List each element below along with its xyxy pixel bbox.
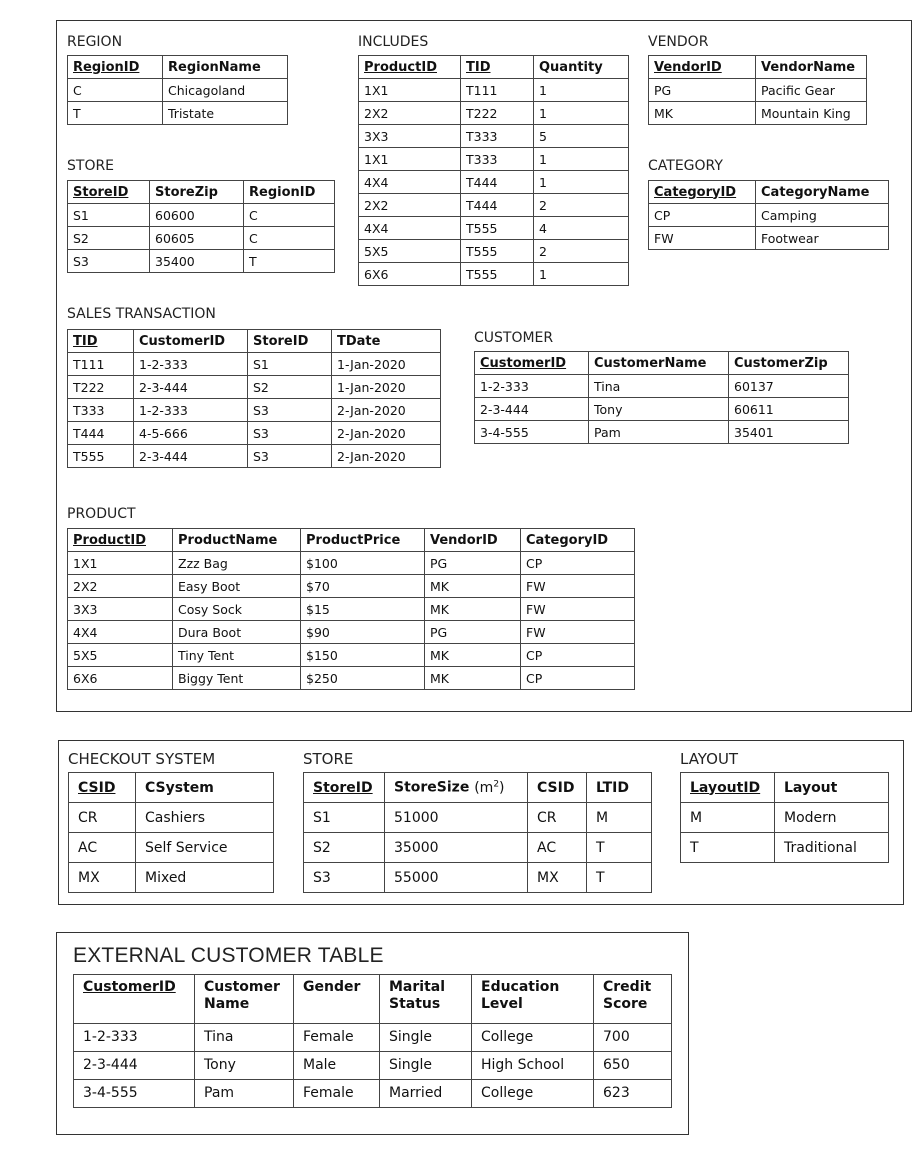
table-cell: Tristate bbox=[163, 102, 288, 125]
table-cell: T555 bbox=[461, 263, 534, 286]
sales-transaction-table bbox=[67, 329, 441, 468]
includes-title: INCLUDES bbox=[358, 34, 429, 50]
table-cell: S2 bbox=[248, 376, 332, 399]
table-row bbox=[74, 1052, 672, 1080]
column-header: ProductName bbox=[173, 529, 301, 552]
table-cell: 4X4 bbox=[359, 171, 461, 194]
column-header: ProductID bbox=[359, 56, 461, 79]
table-cell: S1 bbox=[304, 803, 385, 833]
table-cell: C bbox=[244, 227, 335, 250]
table-header-row bbox=[68, 529, 635, 552]
column-header: VendorID bbox=[425, 529, 521, 552]
unit-close: ) bbox=[499, 779, 505, 796]
sales-transaction-title: SALES TRANSACTION bbox=[67, 306, 216, 322]
table-cell: 3X3 bbox=[68, 598, 173, 621]
table-cell: MK bbox=[425, 598, 521, 621]
table-cell: AC bbox=[528, 833, 587, 863]
table-cell: 3-4-555 bbox=[74, 1080, 195, 1108]
table-row bbox=[359, 217, 629, 240]
table-row bbox=[359, 79, 629, 102]
table-cell: 1 bbox=[534, 263, 629, 286]
table-row bbox=[649, 204, 889, 227]
table-cell: 60600 bbox=[150, 204, 244, 227]
table-header-row bbox=[68, 181, 335, 204]
table-cell: 5X5 bbox=[359, 240, 461, 263]
category-title: CATEGORY bbox=[648, 158, 723, 174]
table-cell: 1-2-333 bbox=[134, 353, 248, 376]
table-cell: PG bbox=[425, 552, 521, 575]
table-cell: FW bbox=[521, 621, 635, 644]
table-cell: 2-3-444 bbox=[74, 1052, 195, 1080]
table-cell: Mountain King bbox=[756, 102, 867, 125]
table-cell: T555 bbox=[461, 240, 534, 263]
table-cell: S3 bbox=[248, 422, 332, 445]
table-row bbox=[475, 375, 849, 398]
table-row bbox=[68, 552, 635, 575]
table-cell: Pam bbox=[589, 421, 729, 444]
table-cell: 2-3-444 bbox=[134, 376, 248, 399]
table-cell: Tina bbox=[195, 1024, 294, 1052]
column-header: StoreID bbox=[68, 181, 150, 204]
column-header bbox=[385, 773, 528, 803]
table-cell: 1-2-333 bbox=[475, 375, 589, 398]
store-title: STORE bbox=[67, 158, 115, 174]
table-row bbox=[68, 102, 288, 125]
column-header: CustomerID bbox=[74, 975, 195, 1024]
table-cell: Modern bbox=[775, 803, 889, 833]
column-header: VendorID bbox=[649, 56, 756, 79]
table-cell: Married bbox=[380, 1080, 472, 1108]
table-cell: 2-Jan-2020 bbox=[332, 399, 441, 422]
table-cell: $250 bbox=[301, 667, 425, 690]
table-cell: 2-3-444 bbox=[475, 398, 589, 421]
column-header: TID bbox=[461, 56, 534, 79]
table-cell: Footwear bbox=[756, 227, 889, 250]
table-cell: FW bbox=[521, 575, 635, 598]
table-cell: 1-2-333 bbox=[134, 399, 248, 422]
category-table bbox=[648, 180, 889, 250]
table-cell: $90 bbox=[301, 621, 425, 644]
table-cell: T444 bbox=[461, 171, 534, 194]
table-cell: 1 bbox=[534, 171, 629, 194]
table-cell: T222 bbox=[461, 102, 534, 125]
table-cell: 1-Jan-2020 bbox=[332, 376, 441, 399]
table-cell: 51000 bbox=[385, 803, 528, 833]
product-title: PRODUCT bbox=[67, 506, 136, 522]
column-header: RegionID bbox=[244, 181, 335, 204]
table-cell: 4X4 bbox=[68, 621, 173, 644]
table-cell: 60137 bbox=[729, 375, 849, 398]
table-header-row bbox=[304, 773, 652, 803]
table-row bbox=[359, 148, 629, 171]
table-cell: S3 bbox=[304, 863, 385, 893]
table-cell: Cosy Sock bbox=[173, 598, 301, 621]
table-cell: PG bbox=[649, 79, 756, 102]
table-cell: $70 bbox=[301, 575, 425, 598]
unit-open: (m bbox=[474, 779, 494, 796]
table-cell: C bbox=[68, 79, 163, 102]
table-cell: T444 bbox=[461, 194, 534, 217]
table-cell: 623 bbox=[594, 1080, 672, 1108]
table-cell: 35400 bbox=[150, 250, 244, 273]
column-header: CustomerID bbox=[134, 330, 248, 353]
table-cell: 2X2 bbox=[359, 194, 461, 217]
table-cell: AC bbox=[69, 833, 136, 863]
table-cell: S3 bbox=[248, 445, 332, 468]
column-header: ProductID bbox=[68, 529, 173, 552]
table-row bbox=[69, 803, 274, 833]
table-row bbox=[68, 445, 441, 468]
table-cell: 3X3 bbox=[359, 125, 461, 148]
table-cell: 4-5-666 bbox=[134, 422, 248, 445]
table-row bbox=[68, 644, 635, 667]
table-cell: $150 bbox=[301, 644, 425, 667]
table-row bbox=[304, 803, 652, 833]
table-cell: Female bbox=[294, 1024, 380, 1052]
external-customer-table bbox=[73, 974, 672, 1108]
table-row bbox=[68, 204, 335, 227]
table-cell: T333 bbox=[461, 148, 534, 171]
table-row bbox=[304, 863, 652, 893]
column-header: ProductPrice bbox=[301, 529, 425, 552]
table-cell: 1 bbox=[534, 79, 629, 102]
table-row bbox=[649, 102, 867, 125]
column-header: CSystem bbox=[136, 773, 274, 803]
table-cell: CP bbox=[521, 667, 635, 690]
unit-exponent: 2 bbox=[493, 779, 500, 790]
column-header: CategoryID bbox=[649, 181, 756, 204]
table-cell: $15 bbox=[301, 598, 425, 621]
table-cell: 6X6 bbox=[68, 667, 173, 690]
table-cell: 60605 bbox=[150, 227, 244, 250]
table-cell: S3 bbox=[248, 399, 332, 422]
table-cell: 35401 bbox=[729, 421, 849, 444]
customer-table bbox=[474, 351, 849, 444]
table-row bbox=[649, 227, 889, 250]
table-header-row bbox=[649, 56, 867, 79]
table-cell: College bbox=[472, 1080, 594, 1108]
table-cell: Single bbox=[380, 1052, 472, 1080]
table-header-row bbox=[475, 352, 849, 375]
table-header-row bbox=[69, 773, 274, 803]
table-cell: Camping bbox=[756, 204, 889, 227]
column-header: Quantity bbox=[534, 56, 629, 79]
table-row bbox=[475, 421, 849, 444]
region-table bbox=[67, 55, 288, 125]
table-cell: 2-3-444 bbox=[134, 445, 248, 468]
table-cell: T222 bbox=[68, 376, 134, 399]
table-cell: 1X1 bbox=[359, 79, 461, 102]
column-header: CategoryID bbox=[521, 529, 635, 552]
layout-table bbox=[680, 772, 889, 863]
table-row bbox=[359, 171, 629, 194]
table-cell: T bbox=[681, 833, 775, 863]
table-cell: CP bbox=[521, 552, 635, 575]
column-header: TID bbox=[68, 330, 134, 353]
column-header: CustomerZip bbox=[729, 352, 849, 375]
column-header: VendorName bbox=[756, 56, 867, 79]
table-cell: Tiny Tent bbox=[173, 644, 301, 667]
table-cell: Single bbox=[380, 1024, 472, 1052]
table-header-row bbox=[68, 56, 288, 79]
table-cell: Pam bbox=[195, 1080, 294, 1108]
table-cell: 2X2 bbox=[359, 102, 461, 125]
column-header: CSID bbox=[528, 773, 587, 803]
unit-label bbox=[474, 780, 504, 796]
table-cell: MK bbox=[649, 102, 756, 125]
table-header-row bbox=[359, 56, 629, 79]
table-cell: 55000 bbox=[385, 863, 528, 893]
table-cell: 35000 bbox=[385, 833, 528, 863]
table-cell: S1 bbox=[248, 353, 332, 376]
column-header: CustomerID bbox=[475, 352, 589, 375]
table-cell: 6X6 bbox=[359, 263, 461, 286]
table-cell: S3 bbox=[68, 250, 150, 273]
table-row bbox=[649, 79, 867, 102]
column-header: LTID bbox=[587, 773, 652, 803]
table-row bbox=[68, 598, 635, 621]
table-cell: 2 bbox=[534, 240, 629, 263]
table-cell: T bbox=[587, 833, 652, 863]
table-cell: 3-4-555 bbox=[475, 421, 589, 444]
table-cell: 2-Jan-2020 bbox=[332, 445, 441, 468]
table-cell: 1X1 bbox=[68, 552, 173, 575]
table-cell: High School bbox=[472, 1052, 594, 1080]
store-size-table bbox=[303, 772, 652, 893]
table-cell: S2 bbox=[304, 833, 385, 863]
table-cell: Zzz Bag bbox=[173, 552, 301, 575]
table-cell: M bbox=[681, 803, 775, 833]
column-header: Gender bbox=[294, 975, 380, 1024]
table-row bbox=[304, 833, 652, 863]
vendor-title: VENDOR bbox=[648, 34, 709, 50]
table-cell: M bbox=[587, 803, 652, 833]
table-cell: CP bbox=[649, 204, 756, 227]
table-cell: CR bbox=[69, 803, 136, 833]
table-cell: PG bbox=[425, 621, 521, 644]
table-row bbox=[359, 263, 629, 286]
table-row bbox=[359, 102, 629, 125]
table-cell: FW bbox=[521, 598, 635, 621]
column-header: Marital Status bbox=[380, 975, 472, 1024]
table-cell: MX bbox=[528, 863, 587, 893]
table-cell: 1-Jan-2020 bbox=[332, 353, 441, 376]
table-cell: Tina bbox=[589, 375, 729, 398]
table-row bbox=[68, 376, 441, 399]
column-header: Layout bbox=[775, 773, 889, 803]
column-header: Credit Score bbox=[594, 975, 672, 1024]
table-row bbox=[68, 227, 335, 250]
table-row bbox=[681, 833, 889, 863]
includes-table bbox=[358, 55, 629, 286]
table-cell: 60611 bbox=[729, 398, 849, 421]
table-cell: Chicagoland bbox=[163, 79, 288, 102]
checkout-system-table bbox=[68, 772, 274, 893]
table-row bbox=[74, 1080, 672, 1108]
table-cell: 1 bbox=[534, 102, 629, 125]
table-cell: College bbox=[472, 1024, 594, 1052]
column-header: CSID bbox=[69, 773, 136, 803]
table-cell: Cashiers bbox=[136, 803, 274, 833]
table-row bbox=[68, 353, 441, 376]
table-row bbox=[68, 575, 635, 598]
table-row bbox=[69, 863, 274, 893]
table-row bbox=[359, 125, 629, 148]
table-cell: 5X5 bbox=[68, 644, 173, 667]
table-row bbox=[68, 667, 635, 690]
table-cell: 4X4 bbox=[359, 217, 461, 240]
product-table bbox=[67, 528, 635, 690]
column-header: StoreZip bbox=[150, 181, 244, 204]
table-cell: 700 bbox=[594, 1024, 672, 1052]
table-cell: T333 bbox=[461, 125, 534, 148]
table-header-row bbox=[68, 330, 441, 353]
table-cell: CR bbox=[528, 803, 587, 833]
table-row bbox=[68, 250, 335, 273]
checkout-system-title: CHECKOUT SYSTEM bbox=[68, 750, 216, 768]
layout-title: LAYOUT bbox=[680, 750, 739, 768]
region-title: REGION bbox=[67, 34, 123, 50]
table-cell: Female bbox=[294, 1080, 380, 1108]
table-cell: 2 bbox=[534, 194, 629, 217]
table-header-row bbox=[74, 975, 672, 1024]
table-cell: Tony bbox=[195, 1052, 294, 1080]
table-cell: Traditional bbox=[775, 833, 889, 863]
table-cell: T333 bbox=[68, 399, 134, 422]
table-row bbox=[681, 803, 889, 833]
table-cell: T111 bbox=[461, 79, 534, 102]
column-header: CategoryName bbox=[756, 181, 889, 204]
table-cell: 2-Jan-2020 bbox=[332, 422, 441, 445]
table-cell: MX bbox=[69, 863, 136, 893]
table-row bbox=[68, 79, 288, 102]
column-header: Education Level bbox=[472, 975, 594, 1024]
table-cell: 1-2-333 bbox=[74, 1024, 195, 1052]
table-cell: Male bbox=[294, 1052, 380, 1080]
table-header-row bbox=[681, 773, 889, 803]
table-row bbox=[69, 833, 274, 863]
customer-title: CUSTOMER bbox=[474, 330, 554, 346]
vendor-table bbox=[648, 55, 867, 125]
table-cell: Biggy Tent bbox=[173, 667, 301, 690]
table-cell: $100 bbox=[301, 552, 425, 575]
table-row bbox=[359, 240, 629, 263]
external-customer-title: EXTERNAL CUSTOMER TABLE bbox=[73, 944, 384, 967]
table-cell: Easy Boot bbox=[173, 575, 301, 598]
table-cell: T444 bbox=[68, 422, 134, 445]
table-cell: T555 bbox=[68, 445, 134, 468]
column-header: StoreID bbox=[248, 330, 332, 353]
column-header: StoreID bbox=[304, 773, 385, 803]
column-header: Customer Name bbox=[195, 975, 294, 1024]
table-cell: T bbox=[68, 102, 163, 125]
column-header: CustomerName bbox=[589, 352, 729, 375]
table-header-row bbox=[649, 181, 889, 204]
table-cell: Mixed bbox=[136, 863, 274, 893]
table-cell: MK bbox=[425, 667, 521, 690]
table-cell: T bbox=[587, 863, 652, 893]
table-row bbox=[475, 398, 849, 421]
table-cell: MK bbox=[425, 644, 521, 667]
table-cell: T555 bbox=[461, 217, 534, 240]
table-row bbox=[68, 399, 441, 422]
table-cell: MK bbox=[425, 575, 521, 598]
store-size-label: StoreSize bbox=[394, 779, 470, 796]
table-row bbox=[68, 422, 441, 445]
table-row bbox=[68, 621, 635, 644]
table-row bbox=[74, 1024, 672, 1052]
table-row bbox=[359, 194, 629, 217]
table-cell: 5 bbox=[534, 125, 629, 148]
table-cell: T111 bbox=[68, 353, 134, 376]
table-cell: 650 bbox=[594, 1052, 672, 1080]
table-cell: FW bbox=[649, 227, 756, 250]
table-cell: T bbox=[244, 250, 335, 273]
table-cell: 2X2 bbox=[68, 575, 173, 598]
store-table bbox=[67, 180, 335, 273]
column-header: TDate bbox=[332, 330, 441, 353]
table-cell: S1 bbox=[68, 204, 150, 227]
table-cell: Tony bbox=[589, 398, 729, 421]
table-cell: Self Service bbox=[136, 833, 274, 863]
store-size-title: STORE bbox=[303, 750, 354, 768]
column-header: RegionName bbox=[163, 56, 288, 79]
table-cell: 4 bbox=[534, 217, 629, 240]
table-cell: CP bbox=[521, 644, 635, 667]
table-cell: S2 bbox=[68, 227, 150, 250]
table-cell: C bbox=[244, 204, 335, 227]
table-cell: Pacific Gear bbox=[756, 79, 867, 102]
column-header: LayoutID bbox=[681, 773, 775, 803]
column-header: RegionID bbox=[68, 56, 163, 79]
table-cell: 1 bbox=[534, 148, 629, 171]
table-cell: Dura Boot bbox=[173, 621, 301, 644]
table-cell: 1X1 bbox=[359, 148, 461, 171]
